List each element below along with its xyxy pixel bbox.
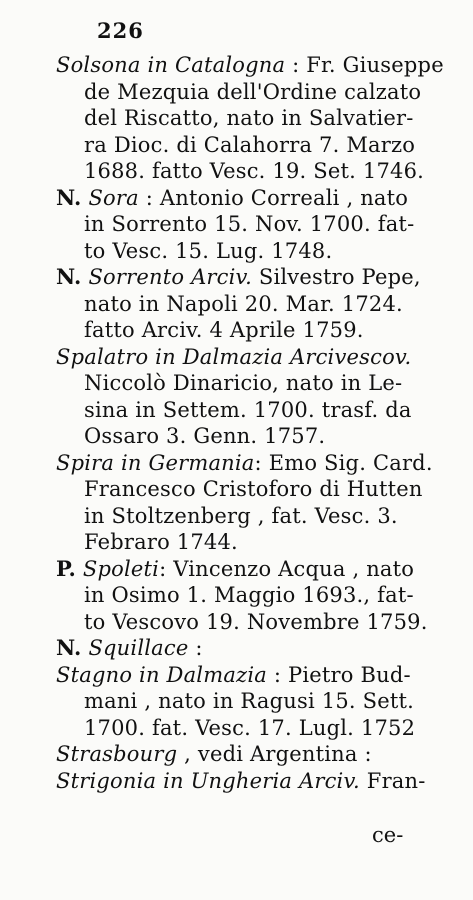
line-text: Niccolò Dinaricio, nato in Le- <box>84 371 403 395</box>
line-text: nato in Napoli 20. Mar. 1724. <box>84 291 403 316</box>
entry-list <box>56 52 456 794</box>
line-text: de Mezquia dell'Ordine calzato <box>84 79 422 104</box>
text-line <box>56 423 456 450</box>
text-line <box>56 105 456 132</box>
line-text: Fran- <box>359 768 426 793</box>
text-line <box>56 317 456 344</box>
rank-mark: N. <box>56 635 82 660</box>
place-name: Sorrento Arciv. <box>81 265 252 289</box>
text-line <box>56 768 456 795</box>
line-text: mani , nato in Ragusi 15. Sett. <box>84 689 415 713</box>
line-text: 1700. fat. Vesc. 17. Lugl. 1752 <box>84 715 416 740</box>
text-line <box>56 556 456 583</box>
line-text: : Pietro Bud- <box>266 662 411 687</box>
text-line <box>56 132 456 159</box>
text-line <box>56 741 456 768</box>
line-text: : Emo Sig. Card. <box>254 450 433 475</box>
place-name: Spalatro in Dalmazia Arcivescov. <box>56 344 412 369</box>
text-line <box>56 158 456 185</box>
text-line <box>56 529 456 556</box>
line-text: in Sorrento 15. Nov. 1700. fat- <box>84 212 415 236</box>
text-line <box>56 635 456 662</box>
line-text: ra Dioc. di Calahorra 7. Marzo <box>84 132 416 157</box>
place-name: Strasbourg <box>56 742 178 766</box>
line-text: to Vescovo 19. Novembre 1759. <box>84 609 428 634</box>
text-line <box>56 450 456 477</box>
rank-mark: P. <box>56 555 77 581</box>
line-text: del Riscatto, nato in Salvatier- <box>84 106 414 130</box>
text-line <box>56 52 456 79</box>
page-number: 226 <box>97 18 144 43</box>
place-name: Sora <box>81 185 139 210</box>
rank-mark: N. <box>56 184 82 210</box>
text-line <box>56 662 456 689</box>
place-name: Strigonia in Ungheria Arciv. <box>56 768 360 793</box>
rank-mark: N. <box>56 264 82 289</box>
line-text: : <box>188 636 203 660</box>
text-line <box>56 370 456 397</box>
place-name: Squillace <box>81 636 189 660</box>
place-name: Solsona in Catalogna <box>56 53 286 77</box>
line-text: to Vesc. 15. Lug. 1748. <box>84 238 333 263</box>
text-line <box>56 211 456 238</box>
line-text: Ossaro 3. Genn. 1757. <box>84 424 326 448</box>
text-line <box>56 503 456 530</box>
line-text: Febraro 1744. <box>84 530 238 554</box>
line-text: : Fr. Giuseppe <box>285 53 444 77</box>
text-line <box>56 291 456 318</box>
text-line <box>56 582 456 609</box>
text-line <box>56 238 456 265</box>
text-line <box>56 688 456 715</box>
text-line <box>56 344 456 371</box>
line-text: fatto Arciv. 4 Aprile 1759. <box>84 318 364 342</box>
line-text: in Stoltzenberg , fat. Vesc. 3. <box>84 503 398 528</box>
text-line <box>56 476 456 503</box>
text-line <box>56 397 456 424</box>
text-line <box>56 185 456 212</box>
text-line <box>56 79 456 106</box>
text-line <box>56 609 456 636</box>
place-name: Spira in Germania <box>56 450 255 475</box>
line-text: , vedi Argentina : <box>177 742 372 766</box>
catchword: ce- <box>372 823 404 847</box>
line-text: Silvestro Pepe, <box>252 265 421 289</box>
text-line <box>56 264 456 291</box>
line-text: 1688. fatto Vesc. 19. Set. 1746. <box>84 159 425 183</box>
line-text: : Vincenzo Acqua , nato <box>159 556 415 581</box>
line-text: Francesco Cristoforo di Hutten <box>84 477 423 501</box>
text-line <box>56 715 456 742</box>
line-text: : Antonio Correali , nato <box>138 185 409 210</box>
line-text: in Osimo 1. Maggio 1693., fat- <box>84 583 414 607</box>
place-name: Stagno in Dalmazia <box>56 662 267 687</box>
place-name: Spoleti <box>76 556 160 581</box>
line-text: sina in Settem. 1700. trasf. da <box>84 397 412 422</box>
